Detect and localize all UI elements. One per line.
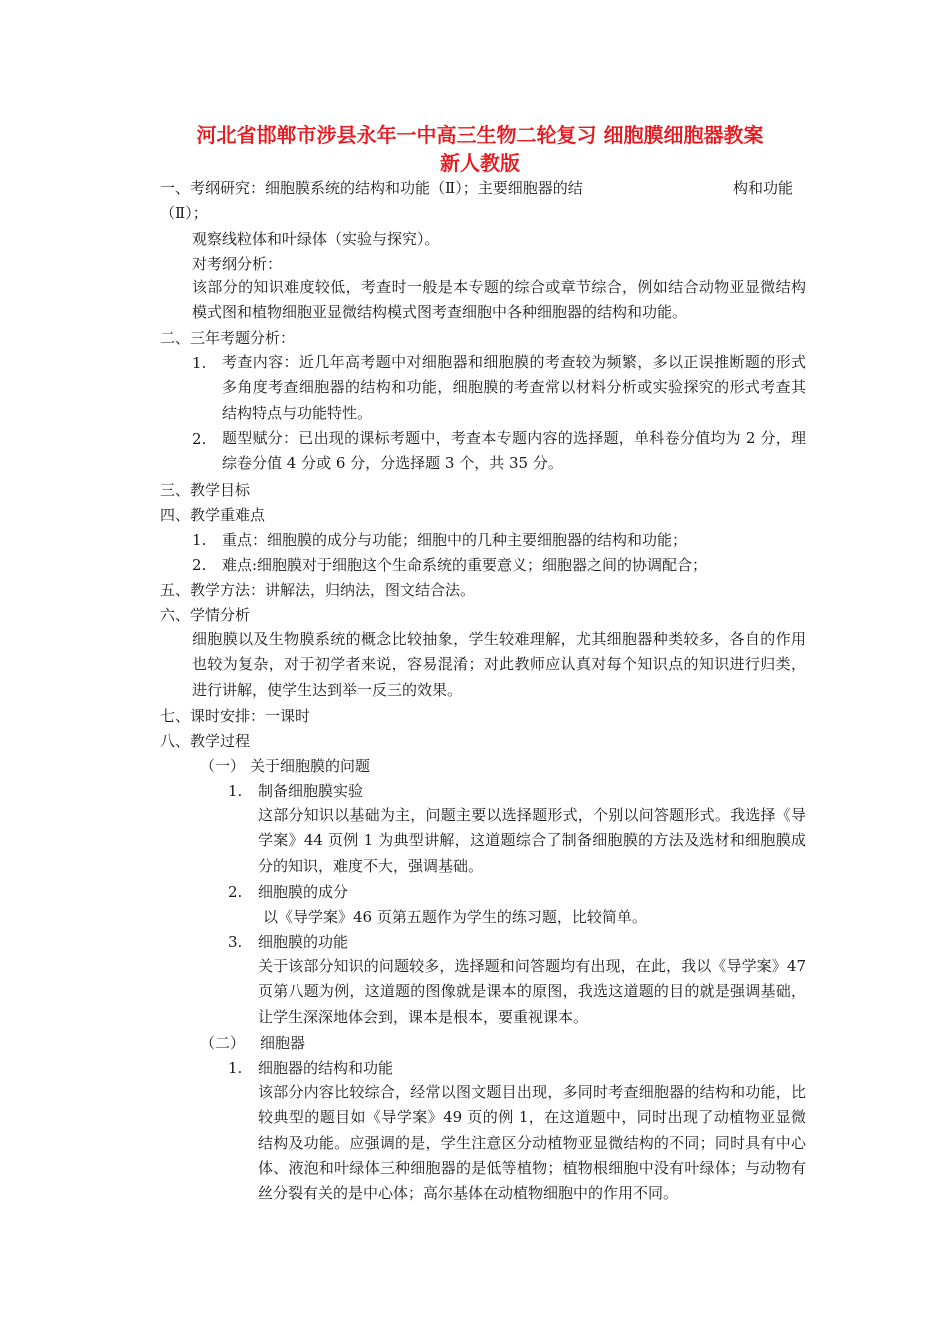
part1-item3-number: 3. <box>228 933 243 951</box>
section6-paragraph: 细胞膜以及生物膜系统的概念比较抽象，学生较难理解，尤其细胞器种类较多，各自的作用也较为复杂，对于初学者来说，容易混淆；对此教师应认真对每个知识点的知识进行归类，进行讲解，使学生达到举一反三的效果。 <box>192 630 806 699</box>
section7-heading: 七、课时安排：一课时 <box>160 707 311 725</box>
part1-item3-text: 关于该部分知识的问题较多，选择题和问答题均有出现，在此，我以《导学案》47 页第八题为例，这道题的图像就是课本的原图，我选这道题的目的就是强调基础，让学生深深地体会到，课本是根本，要重视课本。 <box>258 957 806 1026</box>
section1-line3: 对考纲分析： <box>192 255 283 273</box>
part1-item1-number: 1. <box>228 782 243 800</box>
section2-heading: 二、三年考题分析： <box>160 329 296 347</box>
part2-label: （二） <box>200 1034 246 1052</box>
section3-heading: 三、教学目标 <box>160 481 251 499</box>
section4-item1-number: 1. <box>192 531 207 549</box>
section4-heading: 四、教学重难点 <box>160 506 266 524</box>
part1-item3-title: 细胞膜的功能 <box>258 933 349 951</box>
section5-heading: 五、教学方法：讲解法，归纳法，图文结合法。 <box>160 581 476 599</box>
part1-item1-text: 这部分知识以基础为主，问题主要以选择题形式，个别以问答题形式。我选择《导学案》44 页例 1 为典型讲解，这道题综合了制备细胞膜的方法及选材和细胞膜成分的知识，难度不大，强调基础。 <box>258 806 806 875</box>
section4-item1-text: 重点：细胞膜的成分与功能；细胞中的几种主要细胞器的结构和功能； <box>222 531 688 549</box>
section2-item2-number: 2. <box>192 430 207 448</box>
section4-item2-text: 难点:细胞膜对于细胞这个生命系统的重要意义；细胞器之间的协调配合； <box>222 556 708 574</box>
section2-item1-text: 考查内容：近几年高考题中对细胞器和细胞膜的考查较为频繁，多以正误推断题的形式多角度考查细胞器的结构和功能，细胞膜的考查常以材料分析或实验探究的形式考查其结构特点与功能特性。 <box>222 353 806 422</box>
section6-heading: 六、学情分析 <box>160 606 251 624</box>
part2-item1-number: 1. <box>228 1059 243 1077</box>
section8-heading: 八、教学过程 <box>160 732 251 750</box>
section1-heading-tail: 构和功能 <box>733 179 794 197</box>
section1-paragraph: 该部分的知识难度较低，考查时一般是本专题的综合或章节综合，例如结合动物亚显微结构模式图和植物细胞亚显微结构模式图考查细胞中各种细胞器的结构和功能。 <box>192 278 806 322</box>
part2-item1-title: 细胞器的结构和功能 <box>258 1059 394 1077</box>
part1-item2-text: 以《导学案》46 页第五题作为学生的练习题，比较简单。 <box>263 908 647 926</box>
part1-item1-title: 制备细胞膜实验 <box>258 782 364 800</box>
section4-item2-number: 2. <box>192 556 207 574</box>
section1-heading-cont: （Ⅱ）； <box>160 204 208 222</box>
document-title-line1: 河北省邯郸市涉县永年一中高三生物二轮复习 细胞膜细胞器教案 <box>196 123 764 147</box>
part1-title: 关于细胞膜的问题 <box>250 757 371 775</box>
part1-item2-title: 细胞膜的成分 <box>258 883 349 901</box>
part2-item1-text: 该部分内容比较综合，经常以图文题目出现，多同时考查细胞器的结构和功能，比较典型的题目如《导学案》49 页的例 1，在这道题中，同时出现了动植物亚显微结构及功能。应强调的是，学生注意区分动植物亚显微结构的不同；同时具有中心体、液泡和叶绿体三种细胞器的是低等植物；植物根细胞中没有叶绿体；与动物有丝分裂有关的是中心体；高尔基体在动植物细胞中的作用不同。 <box>258 1083 806 1203</box>
section2-item1-number: 1. <box>192 354 207 372</box>
section2-item2-text: 题型赋分：已出现的课标考题中，考查本专题内容的选择题，单科卷分值均为 2 分，理综卷分值 4 分或 6 分，分选择题 3 个，共 35 分。 <box>222 429 806 473</box>
section1-heading: 一、考纲研究：细胞膜系统的结构和功能（Ⅱ）；主要细胞器的结 <box>160 179 583 197</box>
section1-line2: 观察线粒体和叶绿体（实验与探究）。 <box>192 230 440 248</box>
document-title-line2: 新人教版 <box>440 151 520 175</box>
part1-label: （一） <box>200 757 246 775</box>
part1-item2-number: 2. <box>228 883 243 901</box>
part2-title: 细胞器 <box>260 1034 306 1052</box>
